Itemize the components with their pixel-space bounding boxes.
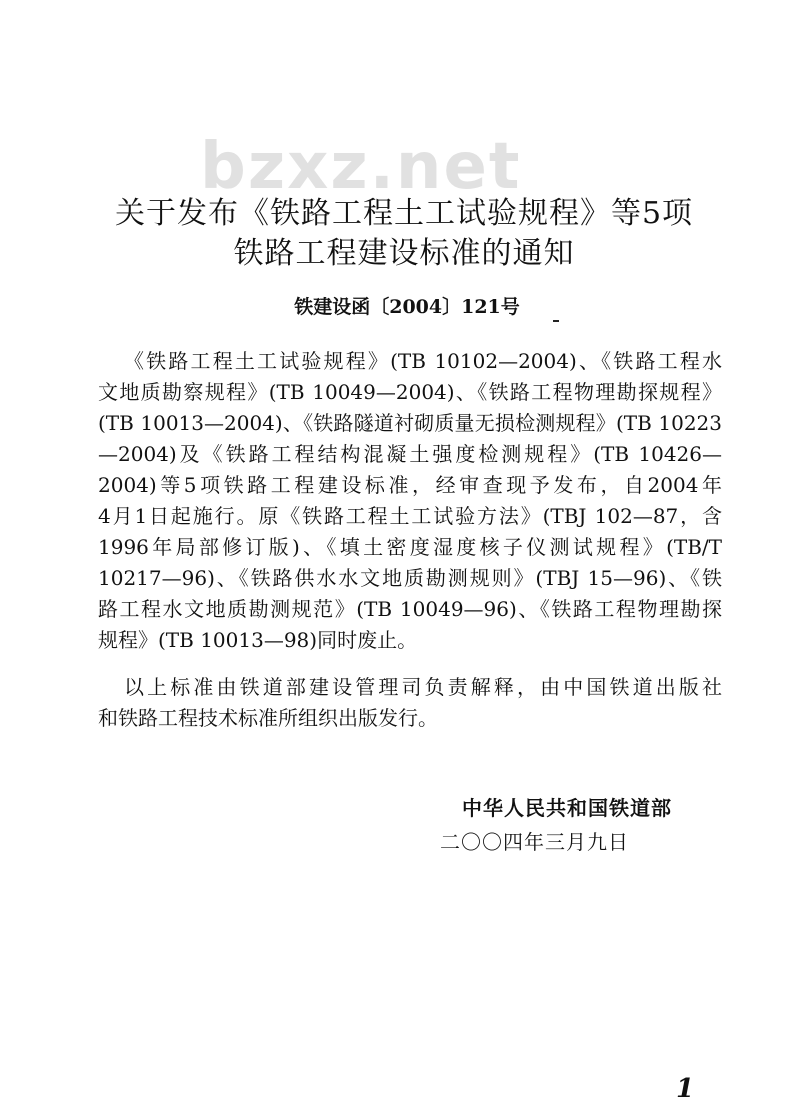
scan-speck [553, 320, 559, 322]
body-line-7: 1996年局部修订版)、《填土密度湿度核子仪测试规程》(TB/T [98, 535, 722, 559]
watermark: bzxz.net [200, 130, 522, 204]
issue-date: 二〇〇四年三月九日 [440, 830, 629, 854]
body-line-3: (TB 10013—2004)、《铁路隧道衬砌质量无损检测规程》(TB 10223 [98, 411, 722, 435]
body-line-2: 文地质勘察规程》(TB 10049—2004)、《铁路工程物理勘探规程》 [98, 380, 722, 404]
page-number: 1 [676, 1074, 695, 1104]
document-number: 铁建设函〔2004〕121号 [294, 296, 520, 318]
body-line-8: 10217—96)、《铁路供水水文地质勘测规则》(TBJ 15—96)、《铁 [98, 566, 722, 590]
issuer-signature: 中华人民共和国铁道部 [462, 796, 672, 820]
title-line-1: 关于发布《铁路工程土工试验规程》等5项 [114, 196, 694, 231]
body-line-5: 2004)等5项铁路工程建设标准，经审查现予发布，自2004年 [98, 473, 722, 497]
body-line-10: 规程》(TB 10013—98)同时废止。 [98, 628, 418, 652]
title-line-2: 铁路工程建设标准的通知 [233, 236, 575, 271]
body-line-11: 以上标准由铁道部建设管理司负责解释，由中国铁道出版社 [124, 675, 722, 699]
body-line-4: —2004)及《铁路工程结构混凝土强度检测规程》(TB 10426— [98, 442, 722, 466]
body-line-6: 4月1日起施行。原《铁路工程土工试验方法》(TBJ 102—87，含 [98, 504, 722, 528]
body-line-12: 和铁路工程技术标准所组织出版发行。 [98, 706, 438, 730]
body-line-9: 路工程水文地质勘测规范》(TB 10049—96)、《铁路工程物理勘探 [98, 597, 722, 621]
body-line-1: 《铁路工程土工试验规程》(TB 10102—2004)、《铁路工程水 [124, 349, 722, 373]
